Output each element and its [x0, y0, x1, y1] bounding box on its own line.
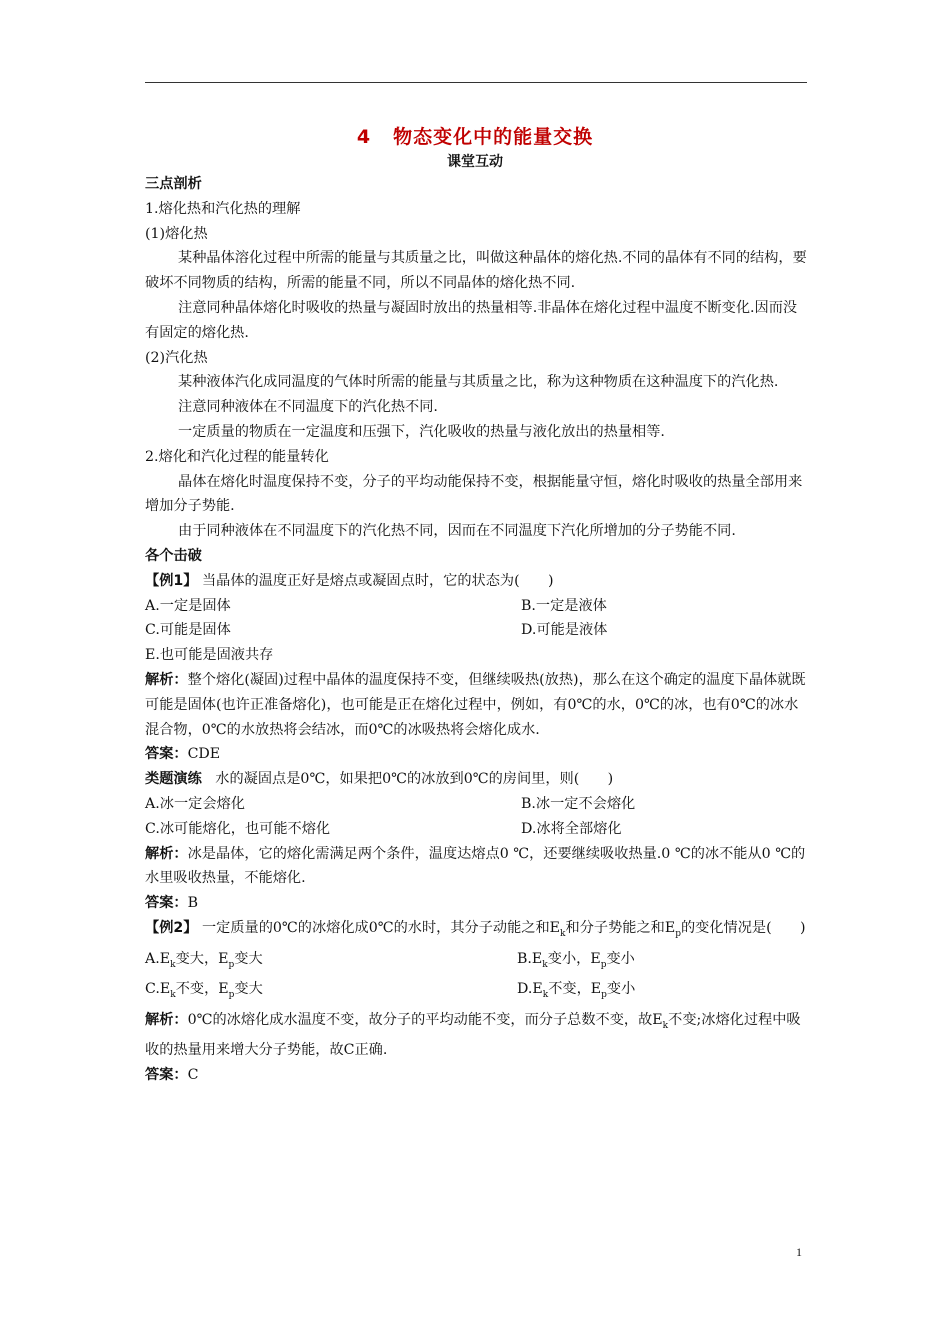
option-d: D.冰将全部熔化 [521, 820, 622, 837]
practice-answer: 答案：B [145, 895, 199, 912]
options-row [145, 618, 807, 643]
option-d: D.可能是液体 [521, 622, 608, 639]
section-heading-practice: 各个击破 [145, 547, 202, 564]
subheading-1-2: (2)汽化热 [145, 349, 208, 366]
option-a: $A.E_k$变大，$E_p$变大 [145, 950, 263, 970]
paragraph: 某种晶体溶化过程中所需的能量与其质量之比，叫做这种晶体的熔化热.不同的晶体有不同的结构，要破坏不同物质的结构，所需的能量不同，所以不同晶体的熔化热不同. [145, 250, 807, 292]
options-row [145, 977, 807, 1008]
example-1-question: 【例1】 当晶体的温度正好是熔点或凝固点时，它的状态为( ) [145, 572, 554, 589]
practice-label: 类题演练 [145, 771, 202, 788]
option-d: $D.E_k$不变，$E_p$变小 [517, 981, 636, 1000]
paragraph: 注意同种晶体熔化时吸收的热量与凝固时放出的热量相等.非晶体在熔化过程中温度不断变化.因而没有固定的熔化热. [145, 299, 798, 341]
paragraph: 一定质量的物质在一定温度和压强下，汽化吸收的热量与液化放出的热量相等. [178, 423, 665, 440]
example-1-label: 【例1】 [145, 572, 198, 589]
title-number: 4 [356, 126, 372, 148]
option-b: B.一定是液体 [521, 597, 607, 614]
paragraph: 注意同种液体在不同温度下的汽化热不同. [178, 399, 438, 416]
paragraph: 由于同种液体在不同温度下的汽化热不同，因而在不同温度下汽化所增加的分子势能不同. [178, 523, 736, 540]
option-a: A.一定是固体 [145, 597, 231, 614]
option-b: $B.E_k$变小，$E_p$变小 [517, 950, 635, 970]
example-2-label: 【例2】 [145, 919, 198, 936]
options-row [145, 594, 807, 619]
options-row [145, 792, 807, 817]
header-rule [145, 82, 807, 83]
title-text: 物态变化中的能量交换 [393, 126, 594, 148]
page-subtitle: 课堂互动 [447, 154, 503, 170]
subheading-2: 2.熔化和汽化过程的能量转化 [145, 448, 329, 465]
option-a: A.冰一定会熔化 [145, 795, 245, 812]
example-2-question: 【例2】 一定质量的0℃的冰熔化成0℃的水时，其分子动能之和$E_k$和分子势能之和$E_p$的变化情况是( ) [145, 919, 806, 939]
example-2-answer: 答案：C [145, 1067, 199, 1084]
paragraph: 某种液体汽化成同温度的气体时所需的能量与其质量之比，称为这种物质在这种温度下的汽化热. [178, 374, 779, 391]
subheading-1: 1.熔化热和汽化热的理解 [145, 200, 301, 217]
option-c: $C.E_k$不变，$E_p$变大 [145, 981, 263, 1000]
option-e: E.也可能是固液共存 [145, 647, 274, 664]
document-body [145, 172, 807, 1088]
practice-analysis: 解析：冰是晶体，它的熔化需满足两个条件，温度达熔点0 ℃，还要继续吸收热量.0 ℃的冰不能从0 ℃的水里吸收热量，不能熔化. [145, 845, 806, 887]
example-1-analysis: 解析：整个熔化(凝固)过程中晶体的温度保持不变，但继续吸热(放热)，那么在这个确定的温度下晶体就既可能是固体(也许正准备熔化)，也可能是正在熔化过程中，例如，有0℃的水，0℃的冰，也有0℃的冰水混合物，0℃的水放热将会结冰，而0℃的冰吸热将会熔化成水. [145, 671, 806, 738]
section-heading-analysis: 三点剖析 [145, 176, 202, 192]
paragraph: 晶体在熔化时温度保持不变，分子的平均动能保持不变，根据能量守恒，熔化时吸收的热量全部用来增加分子势能. [145, 473, 803, 515]
subheading-1-1: (1)熔化热 [145, 225, 208, 242]
page-number: 1 [796, 1245, 802, 1259]
practice-question: 类题演练 水的凝固点是0℃，如果把0℃的冰放到0℃的房间里，则( ) [145, 771, 614, 788]
option-b: B.冰一定不会熔化 [521, 795, 636, 812]
options-row [145, 947, 807, 978]
page-title [0, 122, 950, 149]
option-c: C.可能是固体 [145, 622, 231, 639]
options-row [145, 817, 807, 842]
example-2-analysis: 解析：0℃的冰熔化成水温度不变，故分子的平均动能不变，而分子总数不变，故$E_k$不变;冰熔化过程中吸收的热量用来增大分子势能，故C正确. [145, 1011, 801, 1059]
option-c: C.冰可能熔化，也可能不熔化 [145, 820, 331, 837]
example-1-answer: 答案：CDE [145, 746, 221, 763]
